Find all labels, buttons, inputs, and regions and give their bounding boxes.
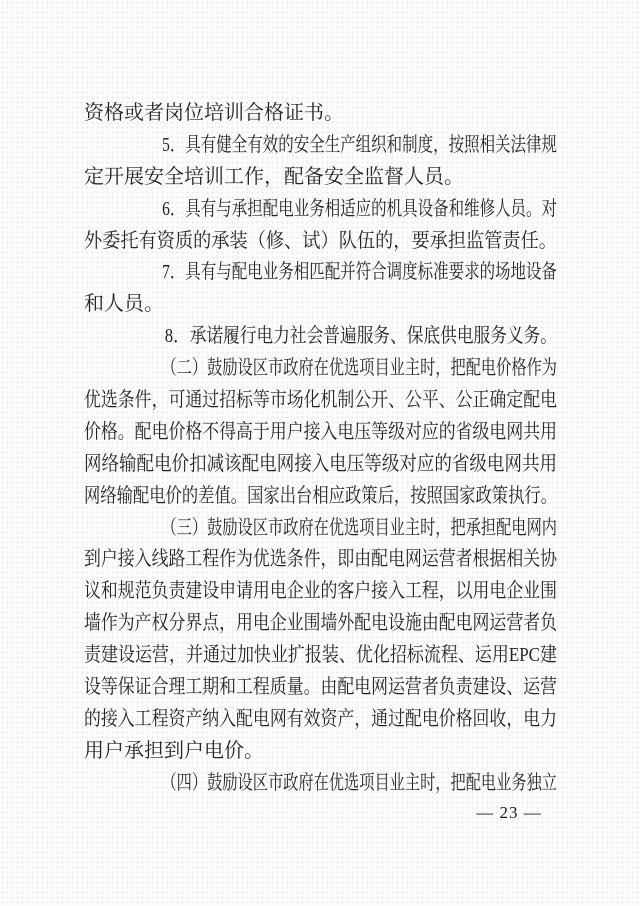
body-line-text: 网络输配电价扣减该配电网接入电压等级对应的省级电网共用: [84, 452, 557, 475]
body-line-text: 设等保证合理工期和工程质量。由配电网运营者负责建设、运营: [84, 676, 557, 699]
body-line-text: 6．具有与承担配电业务相适应的机具设备和维修人员。对: [162, 197, 557, 220]
body-line-8: [84, 321, 557, 353]
body-line-19: [84, 672, 557, 704]
body-line-text: 优选条件，可通过招标等市场化机制公开、公平、公正确定配电: [84, 389, 557, 412]
body-line-text: 8．承诺履行电力社会普遍服务、保底供电服务义务。: [164, 325, 557, 348]
body-line-21: [84, 736, 557, 768]
body-line-text: 资格或者岗位培训合格证书。: [84, 102, 344, 124]
body-line-text: 5．具有健全有效的安全生产组织和制度，按照相关法律规: [162, 133, 557, 156]
body-line-9: [84, 353, 557, 385]
body-line-text: 议和规范负责建设申请用电企业的客户接入工程，以用电企业围: [84, 580, 557, 603]
body-line-4: [84, 194, 557, 226]
body-line-13: [84, 481, 557, 513]
body-line-text: 责建设运营，并通过加快业扩报装、优化招标流程、运用EPC建: [84, 644, 557, 667]
body-line-22: [84, 768, 557, 800]
body-line-text: 的接入工程资产纳入配电网有效资产，通过配电价格回收，电力: [84, 707, 557, 730]
body-line-text: 用户承担到户电价。: [84, 739, 264, 762]
body-line-text: 网络输配电价的差值。国家出台相应政策后，按照国家政策执行。: [84, 484, 557, 507]
body-line-text: 定开展安全培训工作，配备安全监督人员。: [84, 165, 464, 188]
body-line-text: 墙作为产权分界点，用电企业围墙外配电设施由配电网运营者负: [84, 612, 557, 635]
body-line-16: [84, 576, 557, 608]
body-line-text: 外委托有资质的承装（修、试）队伍的，要承担监管责任。: [84, 229, 557, 252]
body-line-text: 到户接入线路工程作为优选条件，即由配电网运营者根据相关协: [84, 548, 557, 571]
document-body-text: [84, 98, 557, 800]
body-line-12: [84, 449, 557, 481]
body-line-text: 和人员。: [84, 293, 164, 316]
body-line-text: （四）鼓励设区市政府在优选项目业主时，把配电业务独立: [161, 771, 557, 794]
body-line-11: [84, 417, 557, 449]
body-line-18: [84, 640, 557, 672]
body-line-1: [84, 98, 557, 130]
body-line-17: [84, 608, 557, 640]
body-line-2: [84, 130, 557, 162]
body-line-text: 7．具有与配电业务相匹配并符合调度标准要求的场地设备: [162, 261, 557, 284]
body-line-10: [84, 385, 557, 417]
body-line-5: [84, 226, 557, 258]
body-line-20: [84, 704, 557, 736]
body-line-6: [84, 257, 557, 289]
body-line-3: [84, 162, 557, 194]
body-line-text: （二）鼓励设区市政府在优选项目业主时，把配电价格作为: [161, 357, 557, 380]
body-line-text: （三）鼓励设区市政府在优选项目业主时，把承担配电网内: [161, 516, 557, 539]
body-line-7: [84, 289, 557, 321]
page-number: — 23 —: [476, 803, 542, 822]
body-line-14: [84, 513, 557, 545]
body-line-text: 价格。配电价格不得高于用户接入电压等级对应的省级电网共用: [84, 420, 557, 443]
body-line-15: [84, 544, 557, 576]
